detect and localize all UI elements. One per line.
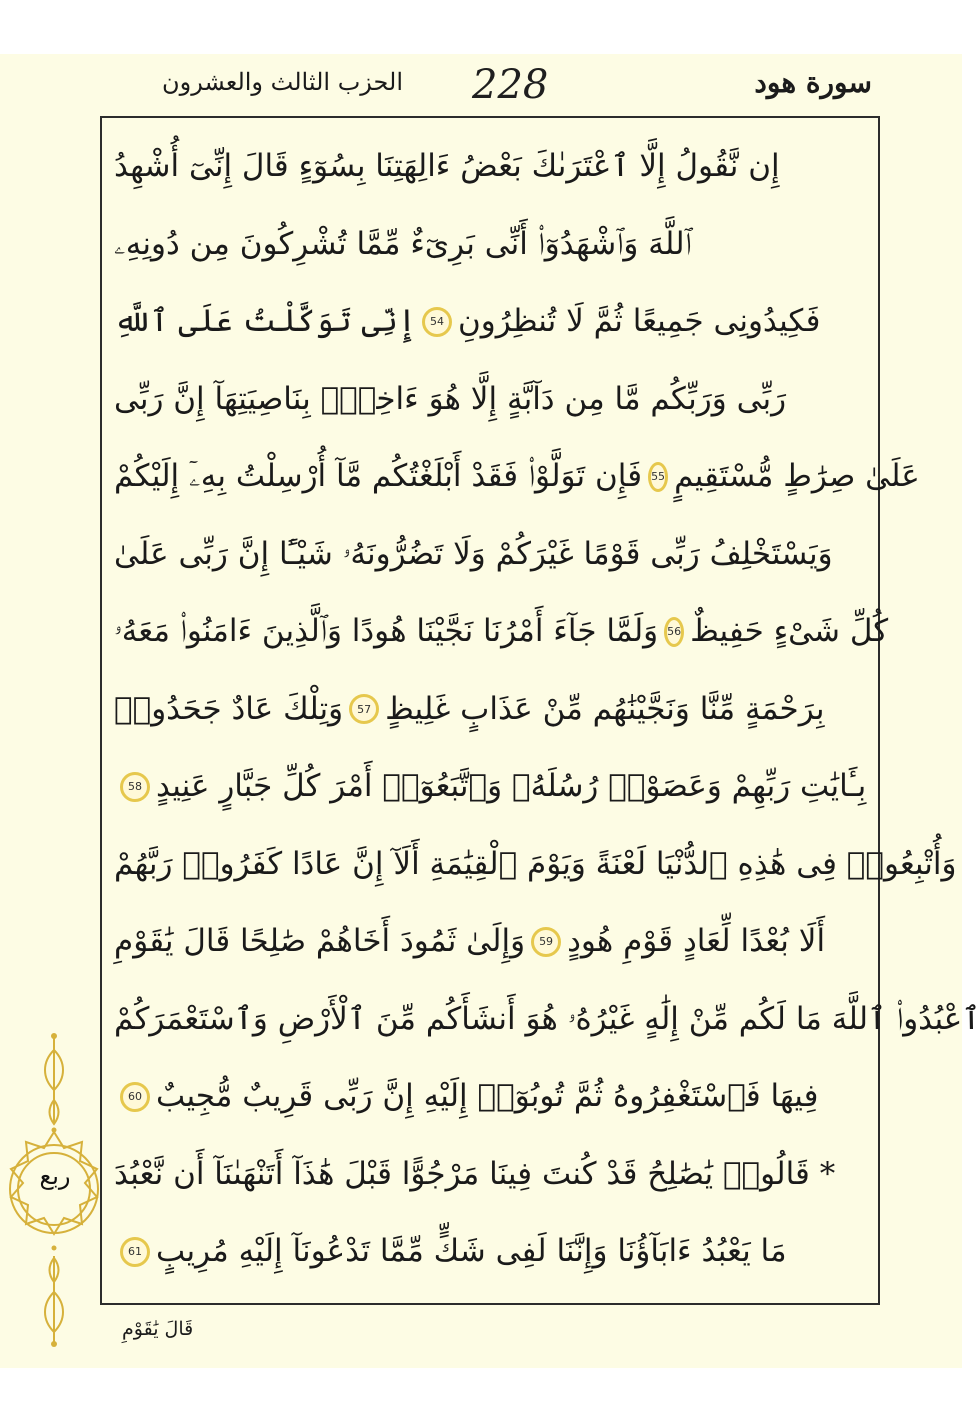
verse-line <box>114 826 957 904</box>
ayah-number-marker: 60 <box>120 1082 150 1112</box>
verse-lines <box>114 128 980 1293</box>
hizb-quarter-ornament <box>8 1030 100 1352</box>
catchword: قَالَ يَٰقَوْمِ <box>122 1318 194 1340</box>
verse-text: رَبِّى وَرَبِّكُم مَّا مِن دَآبَّةٍ إِلَّا هُوَ ءَاخِذٌۢ بِنَاصِيَتِهَآ إِنَّ رَبِّى <box>114 380 787 417</box>
ayah-number-marker: 54 <box>422 307 452 337</box>
verse-text: بِرَحْمَةٍ مِّنَّا وَنَجَّيْنَٰهُم مِّنْ عَذَابٍ غَلِيظٍ <box>385 690 825 727</box>
verse-line <box>114 283 870 361</box>
hizb-quarter-label: ربع <box>39 1162 71 1190</box>
verse-line <box>114 438 920 516</box>
surah-title: سورة هود <box>754 66 872 99</box>
ayah-number-marker: 61 <box>120 1237 150 1267</box>
ayah-number-marker: 59 <box>531 927 561 957</box>
verse-text: مَا يَعْبُدُ ءَابَآؤُنَا وَإِنَّنَا لَفِى شَكٍّ مِّمَّا تَدْعُونَآ إِلَيْهِ مُرِيبٍ <box>156 1233 787 1270</box>
verse-line <box>114 748 870 826</box>
text-frame <box>100 116 980 1305</box>
page-header <box>100 58 880 114</box>
verse-line <box>114 1136 870 1214</box>
page-number: 228 <box>472 62 549 108</box>
verse-line <box>114 516 870 594</box>
verse-text: فَإِن تَوَلَّوْا۟ فَقَدْ أَبْلَغْتُكُم مَّآ أُرْسِلْتُ بِهِۦٓ إِلَيْكُمْ <box>114 458 643 495</box>
verse-text: فِيهَا فَٱسْتَغْفِرُوهُ ثُمَّ تُوبُوٓا۟ إِلَيْهِ إِنَّ رَبِّى قَرِيبٌ مُّجِيبٌ <box>156 1078 819 1115</box>
verse-line <box>114 981 980 1059</box>
verse-text: وَإِلَىٰ ثَمُودَ أَخَاهُمْ صَٰلِحًا قَالَ يَٰقَوْمِ <box>114 923 526 960</box>
verse-line <box>114 671 870 749</box>
verse-text: ٱعْبُدُوا۟ ٱللَّهَ مَا لَكُم مِّنْ إِلَٰهٍ غَيْرُهُۥ هُوَ أَنشَأَكُم مِّنَ ٱلْأَرْضِ وَٱسْتَعْمَرَكُمْ <box>114 1000 980 1037</box>
verse-text: وَلَمَّا جَآءَ أَمْرُنَا نَجَّيْنَا هُودًا وَٱلَّذِينَ ءَامَنُوا۟ مَعَهُۥ <box>114 613 659 650</box>
verse-text: وَيَسْتَخْلِفُ رَبِّى قَوْمًا غَيْرَكُمْ وَلَا تَضُرُّونَهُۥ شَيْـًٔا إِنَّ رَبِّى عَلَىٰ <box>114 535 833 572</box>
verse-line <box>114 128 870 206</box>
verse-text: * قَالُوا۟ يَٰصَٰلِحُ قَدْ كُنتَ فِينَا مَرْجُوًّا قَبْلَ هَٰذَآ أَتَنْهَىٰنَآ أَن نَّعْبُدَ <box>114 1155 836 1192</box>
ornament-icon <box>8 1030 100 1352</box>
verse-text: إِنِّى تَوَكَّلْتُ عَلَى ٱللَّهِ <box>114 303 417 340</box>
verse-line <box>114 903 870 981</box>
verse-text: عَلَىٰ صِرَٰطٍ مُّسْتَقِيمٍ <box>674 458 920 495</box>
verse-text: أَلَا بُعْدًا لِّعَادٍ قَوْمِ هُودٍ <box>567 923 826 960</box>
verse-text: وَأُتْبِعُوا۟ فِى هَٰذِهِ ٱلدُّنْيَا لَعْنَةً وَيَوْمَ ٱلْقِيَٰمَةِ أَلَآ إِنَّ عَادًا كَفَرُوا۟ رَبَّهُمْ <box>114 845 957 882</box>
verse-text: فَكِيدُونِى جَمِيعًا ثُمَّ لَا تُنظِرُونِ <box>458 303 821 340</box>
verse-text: ٱللَّهَ وَٱشْهَدُوٓا۟ أَنِّى بَرِىٓءٌ مِّمَّا تُشْرِكُونَ مِن دُونِهِۦ <box>114 225 692 262</box>
ayah-number-marker: 57 <box>349 694 379 724</box>
verse-line <box>114 361 870 439</box>
ayah-number-marker: 55 <box>648 462 668 492</box>
verse-line <box>114 206 870 284</box>
verse-line <box>114 1213 870 1291</box>
verse-text: كُلِّ شَىْءٍ حَفِيظٌ <box>690 613 889 650</box>
verse-text: إِن نَّقُولُ إِلَّا ٱعْتَرَىٰكَ بَعْضُ ءَالِهَتِنَا بِسُوٓءٍ قَالَ إِنِّىٓ أُشْهِدُ <box>114 148 780 185</box>
ayah-number-marker: 58 <box>120 772 150 802</box>
verse-text: بِـَٔايَٰتِ رَبِّهِمْ وَعَصَوْا۟ رُسُلَهُۥ وَٱتَّبَعُوٓا۟ أَمْرَ كُلِّ جَبَّارٍ عَنِيدٍ <box>156 768 867 805</box>
hizb-title: الحزب الثالث والعشرون <box>162 68 403 96</box>
ayah-number-marker: 56 <box>664 617 684 647</box>
verse-line <box>114 593 889 671</box>
verse-text: وَتِلْكَ عَادٌ جَحَدُوا۟ <box>114 690 344 727</box>
verse-line <box>114 1058 870 1136</box>
